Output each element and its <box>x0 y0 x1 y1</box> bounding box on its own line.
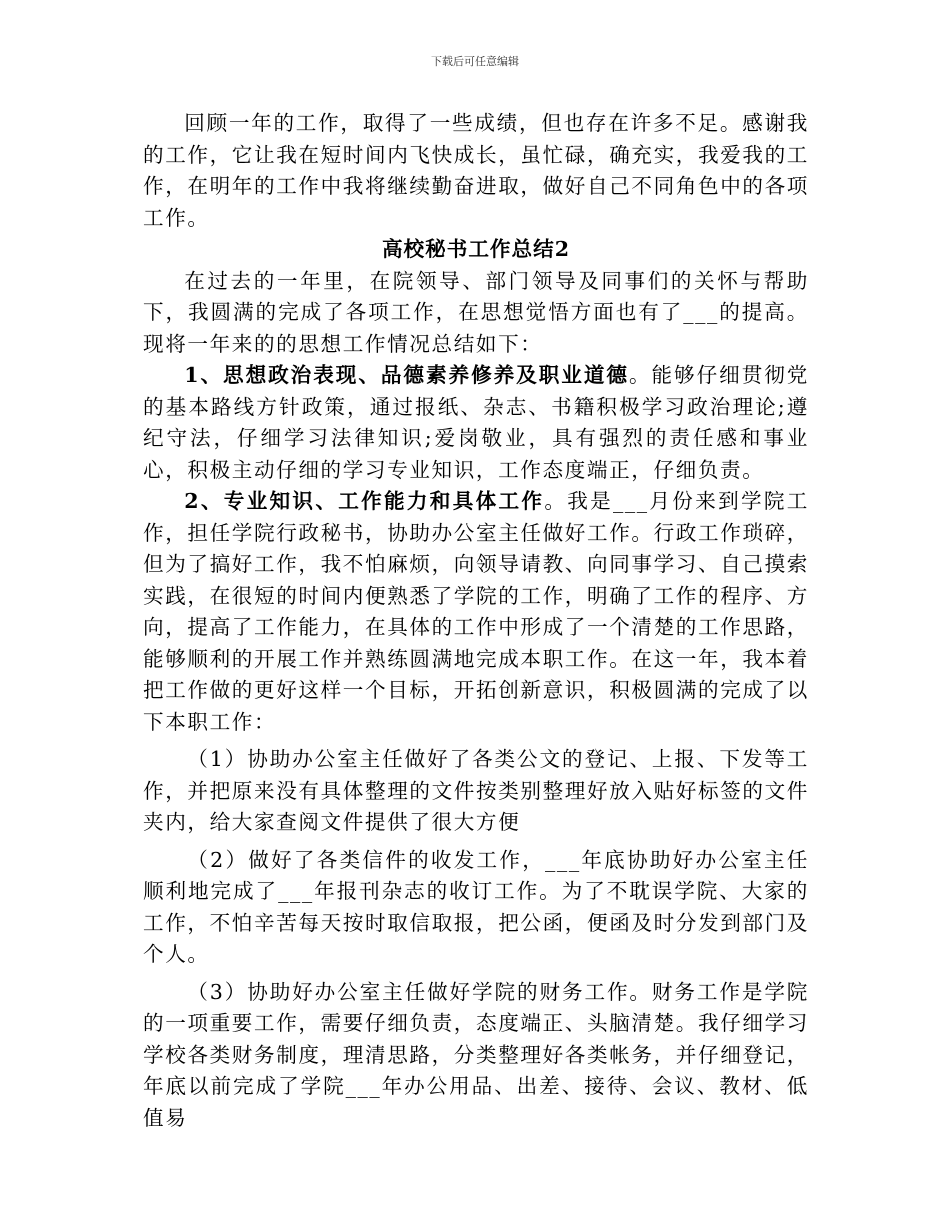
list-item-2: （2）做好了各类信件的收发工作，___年底协助好办公室主任顺利地完成了___年报刊杂志的收订工作。为了不耽误学院、大家的工作，不怕辛苦每天按时取信取报，把公函，便函及时分发到部门及个人。 <box>143 847 809 966</box>
document-body <box>143 108 809 1134</box>
point2-paragraph <box>143 486 809 738</box>
intro-paragraph: 回顾一年的工作，取得了一些成绩，但也存在许多不足。感谢我的工作，它让我在短时间内飞快成长，虽忙碌，确充实，我爱我的工作，在明年的工作中我将继续勤奋进取，做好自己不同角色中的各项工作。 <box>143 111 809 230</box>
point1-text: 。能够仔细贯彻党的基本路线方针政策，通过报纸、杂志、书籍积极学习政治理论;遵纪守法，仔细学习法律知识;爱岗敬业，具有强烈的责任感和事业心，积极主动仔细的学习专业知识，工作态度端正，仔细负责。 <box>143 363 809 482</box>
point2-heading: 2、专业知识、工作能力和具体工作 <box>184 489 545 513</box>
list-item-1: （1）协助办公室主任做好了各类公文的登记、上报、下发等工作，并把原来没有具体整理的文件按类别整理好放入贴好标签的文件夹内，给大家查阅文件提供了很大方便 <box>143 747 809 834</box>
page-header-note: 下载后可任意编辑 <box>431 55 519 68</box>
opening-paragraph: 在过去的一年里，在院领导、部门领导及同事们的关怀与帮助下，我圆满的完成了各项工作，在思想觉悟方面也有了___的提高。现将一年来的的思想工作情况总结如下： <box>143 268 809 356</box>
point1-paragraph <box>143 360 809 486</box>
section-title: 高校秘书工作总结2 <box>381 237 571 261</box>
list-item-3: （3）协助好办公室主任做好学院的财务工作。财务工作是学院的一项重要工作，需要仔细负责，态度端正、头脑清楚。我仔细学习学校各类财务制度，理清思路，分类整理好各类帐务，并仔细登记，年底以前完成了学院___年办公用品、出差、接待、会议、教材、低值易 <box>143 979 809 1130</box>
point1-heading: 1、思想政治表现、品德素养修养及职业道德 <box>184 363 629 387</box>
point2-text: 。我是___月份来到学院工作，担任学院行政秘书，协助办公室主任做好工作。行政工作琐碎，但为了搞好工作，我不怕麻烦，向领导请教、向同事学习、自己摸索实践，在很短的时间内便熟悉了学院的工作，明确了工作的程序、方向，提高了工作能力，在具体的工作中形成了一个清楚的工作思路，能够顺利的开展工作并熟练圆满地完成本职工作。在这一年，我本着把工作做的更好这样一个目标，开拓创新意识，积极圆满的完成了以下本职工作： <box>143 489 809 734</box>
